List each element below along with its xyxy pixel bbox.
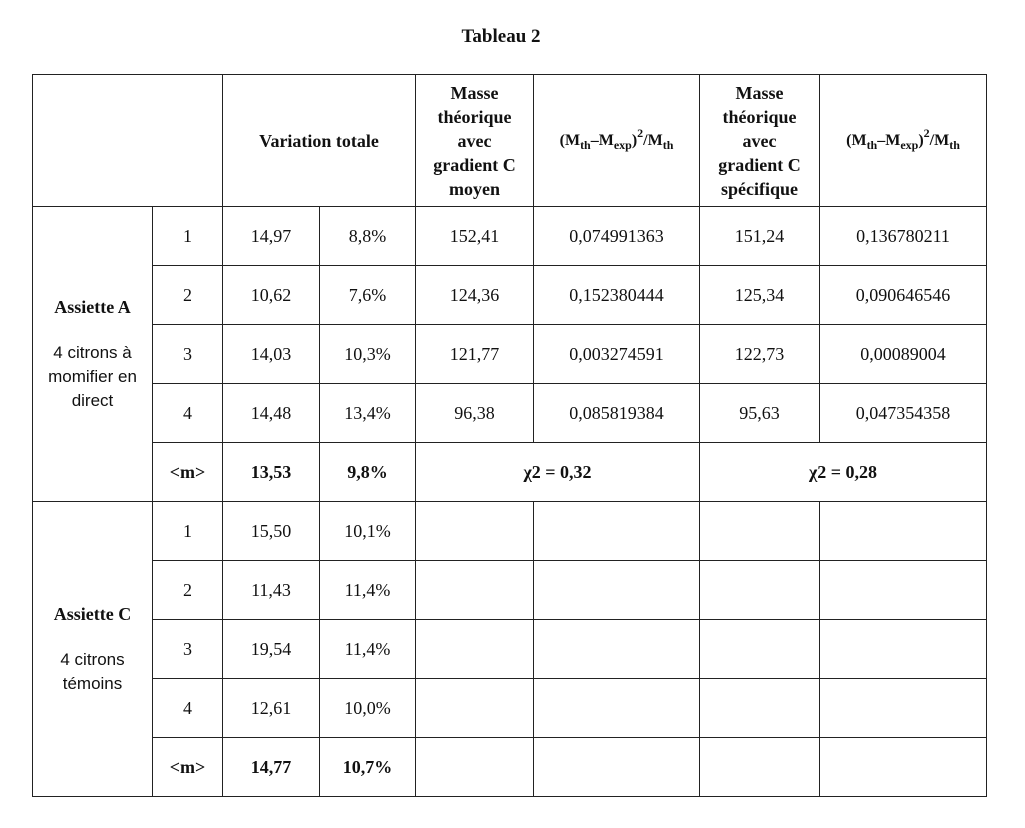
empty-cell: [820, 502, 987, 561]
chi-term-specifique: 0,047354358: [820, 384, 987, 443]
chi-term-specifique: 0,090646546: [820, 266, 987, 325]
variation-value: 12,61: [223, 679, 320, 738]
variation-percent: 11,4%: [320, 620, 416, 679]
chi-term-moyen: 0,085819384: [534, 384, 700, 443]
masse-moyen-value: 124,36: [416, 266, 534, 325]
mean-variation-percent: 9,8%: [320, 443, 416, 502]
empty-cell: [534, 502, 700, 561]
chi-term-moyen: 0,003274591: [534, 325, 700, 384]
header-line: Masse: [450, 82, 499, 103]
variation-value: 14,48: [223, 384, 320, 443]
variation-percent: 11,4%: [320, 561, 416, 620]
masse-specifique-value: 122,73: [700, 325, 820, 384]
masse-specifique-value: 95,63: [700, 384, 820, 443]
empty-cell: [700, 738, 820, 797]
header-masse-moyen: [416, 75, 534, 207]
chi-term-specifique: 0,136780211: [820, 207, 987, 266]
masse-moyen-value: 96,38: [416, 384, 534, 443]
header-masse-specifique: [700, 75, 820, 207]
mean-variation-value: 13,53: [223, 443, 320, 502]
header-line: moyen: [449, 178, 501, 199]
empty-cell: [700, 679, 820, 738]
header-line: avec: [742, 130, 777, 151]
empty-cell: [416, 738, 534, 797]
variation-value: 14,03: [223, 325, 320, 384]
variation-percent: 10,1%: [320, 502, 416, 561]
row-number: 4: [153, 384, 223, 443]
row-number: 3: [153, 620, 223, 679]
variation-percent: 13,4%: [320, 384, 416, 443]
variation-percent: 7,6%: [320, 266, 416, 325]
header-empty-cell: [33, 75, 223, 207]
mean-row: [33, 443, 987, 502]
row-number: 2: [153, 266, 223, 325]
mean-variation-value: 14,77: [223, 738, 320, 797]
mean-variation-percent: 10,7%: [320, 738, 416, 797]
table-row: [33, 384, 987, 443]
empty-cell: [820, 561, 987, 620]
header-chi-formula-2: $(M_{th}-M_{exp})^2/M_{th}$: [820, 75, 987, 207]
header-line: gradient C: [433, 154, 516, 175]
variation-value: 10,62: [223, 266, 320, 325]
empty-cell: [534, 738, 700, 797]
empty-cell: [820, 738, 987, 797]
header-line: spécifique: [721, 178, 799, 199]
chi-term-moyen: 0,074991363: [534, 207, 700, 266]
masse-moyen-value: 121,77: [416, 325, 534, 384]
empty-cell: [700, 502, 820, 561]
variation-value: 19,54: [223, 620, 320, 679]
variation-percent: 8,8%: [320, 207, 416, 266]
table-row: [33, 266, 987, 325]
masse-specifique-value: 151,24: [700, 207, 820, 266]
empty-cell: [820, 620, 987, 679]
header-line: gradient C: [718, 154, 801, 175]
header-line: théorique: [437, 106, 512, 127]
chi-square-specifique: χ2 = 0,28: [700, 443, 987, 502]
variation-value: 15,50: [223, 502, 320, 561]
row-number: 1: [153, 207, 223, 266]
header-variation-totale: Variation totale: [223, 75, 416, 207]
header-line: avec: [457, 130, 492, 151]
chi-term-moyen: 0,152380444: [534, 266, 700, 325]
variation-value: 11,43: [223, 561, 320, 620]
masse-specifique-value: 125,34: [700, 266, 820, 325]
empty-cell: [700, 561, 820, 620]
empty-cell: [534, 679, 700, 738]
mean-label: <m>: [153, 738, 223, 797]
row-number: 3: [153, 325, 223, 384]
empty-cell: [416, 679, 534, 738]
table-row: [33, 325, 987, 384]
results-table: [32, 74, 987, 797]
variation-value: 14,97: [223, 207, 320, 266]
mean-row: [33, 738, 987, 797]
empty-cell: [534, 561, 700, 620]
header-chi-formula-1: $(M_{th}-M_{exp})^2/M_{th}$: [534, 75, 700, 207]
table-row: [33, 679, 987, 738]
table-title: Tableau 2: [461, 26, 541, 47]
row-number: 4: [153, 679, 223, 738]
table-row: [33, 561, 987, 620]
chi-term-specifique: 0,00089004: [820, 325, 987, 384]
empty-cell: [820, 679, 987, 738]
header-line: Masse: [735, 82, 784, 103]
masse-moyen-value: 152,41: [416, 207, 534, 266]
group-label-assiette-c: Assiette C 4 citrons témoins: [33, 502, 153, 797]
mean-label: <m>: [153, 443, 223, 502]
table-row: [33, 620, 987, 679]
group-label-assiette-a: Assiette A 4 citrons à momifier en direct: [33, 207, 153, 502]
chi-square-moyen: χ2 = 0,32: [416, 443, 700, 502]
empty-cell: [700, 620, 820, 679]
empty-cell: [534, 620, 700, 679]
header-line: théorique: [722, 106, 797, 127]
empty-cell: [416, 502, 534, 561]
table-row: [33, 502, 987, 561]
empty-cell: [416, 561, 534, 620]
table-row: [33, 207, 987, 266]
row-number: 1: [153, 502, 223, 561]
variation-percent: 10,0%: [320, 679, 416, 738]
empty-cell: [416, 620, 534, 679]
header-row: [33, 75, 987, 207]
variation-percent: 10,3%: [320, 325, 416, 384]
row-number: 2: [153, 561, 223, 620]
